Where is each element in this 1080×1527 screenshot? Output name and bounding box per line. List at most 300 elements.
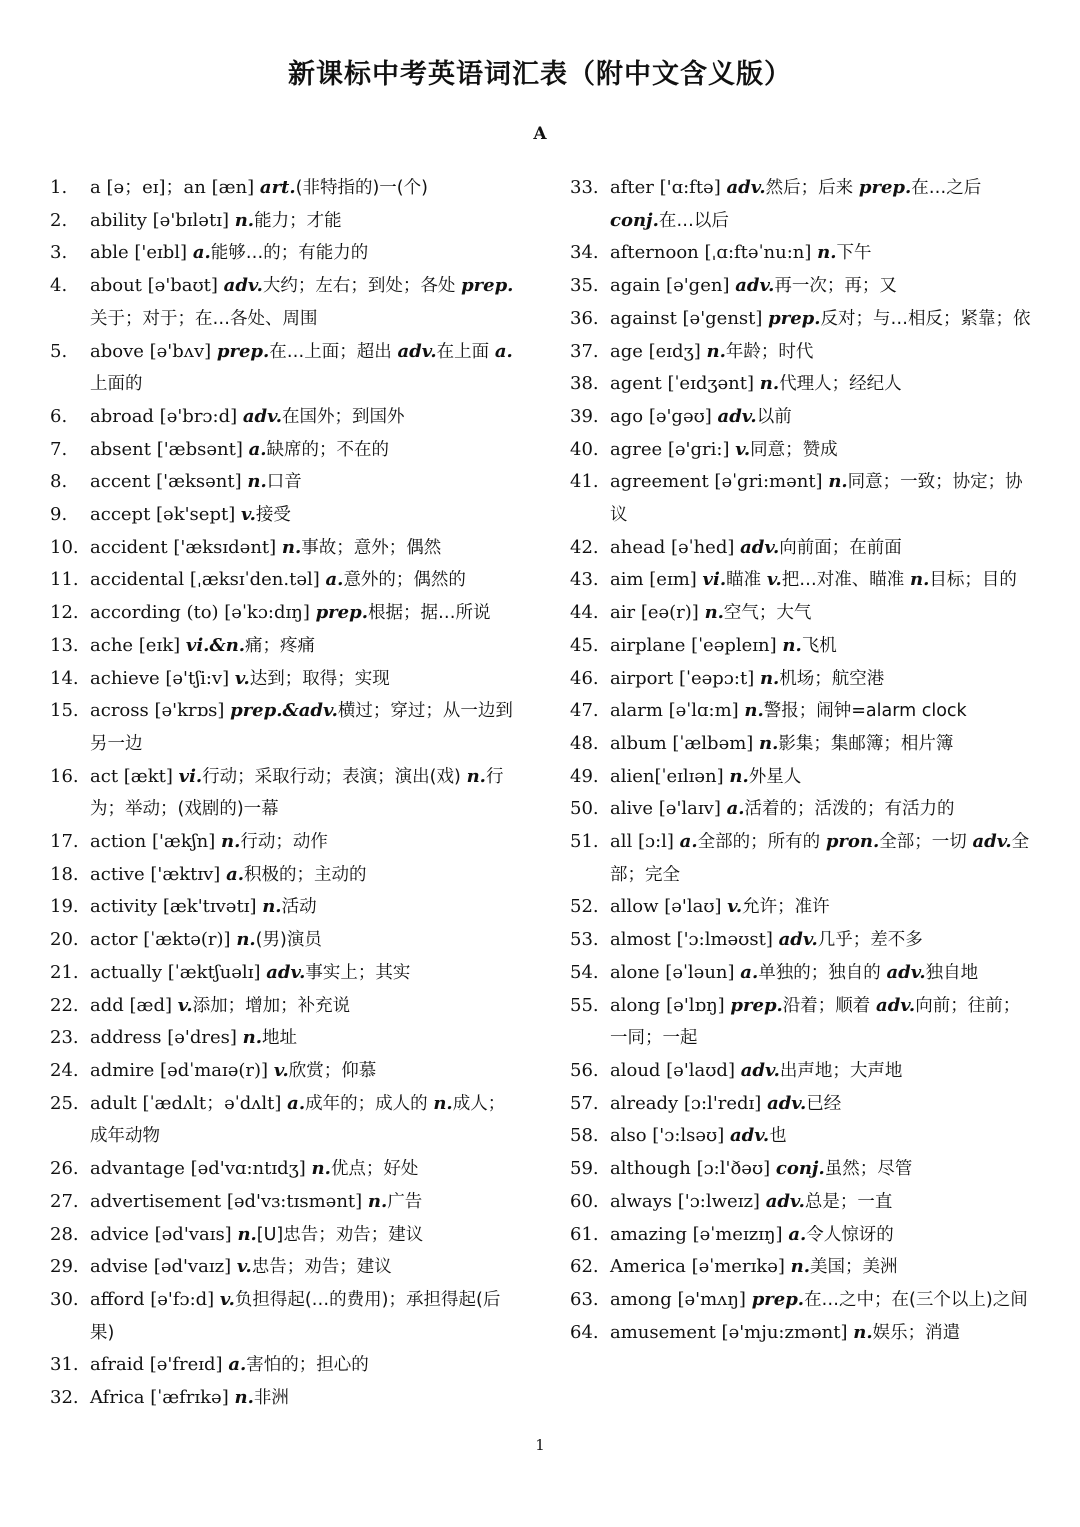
part-of-speech: pron.	[825, 831, 880, 853]
definition: (非特指的)一(个)	[295, 178, 428, 198]
entry-word: allow [ə'laʊ]	[610, 896, 722, 918]
vocab-entry	[570, 728, 1032, 761]
definition: 能够…的；有能力的	[210, 243, 369, 264]
definition: 积极的；主动的	[244, 864, 367, 885]
vocab-entry	[50, 1055, 520, 1088]
entry-word: agreement [əˈgri:mənt]	[610, 471, 823, 493]
entry-word: ache [eɪk]	[90, 634, 181, 656]
definition: 非洲	[253, 1388, 289, 1409]
entry-word: admire [ədˈmaɪə(r)]	[90, 1059, 269, 1081]
vocab-entry	[570, 434, 1032, 467]
part-of-speech: adv.	[740, 1059, 780, 1081]
entry-number: 4.	[50, 275, 68, 297]
part-of-speech: v.	[240, 504, 256, 526]
part-of-speech: n.	[782, 634, 802, 656]
definition: 成年的；成人的	[305, 1093, 428, 1114]
entry-word: afraid [ə'freɪd]	[90, 1354, 223, 1376]
vocab-entry	[50, 957, 520, 990]
vocab-entry	[50, 172, 520, 205]
vocab-entry	[570, 1284, 1032, 1317]
entry-number: 28.	[50, 1223, 79, 1245]
entry-number: 58.	[570, 1125, 599, 1147]
entry-number: 34.	[570, 242, 599, 264]
entry-number: 40.	[570, 438, 599, 460]
vocab-entry	[570, 1251, 1032, 1284]
entry-word: among [ə'mʌŋ]	[610, 1288, 746, 1310]
entry-word: afford [ə'fɔ:d]	[90, 1288, 215, 1310]
definition: 虽然；尽管	[824, 1159, 913, 1180]
part-of-speech: v.	[219, 1288, 235, 1310]
entry-word: a [ə；eɪ]；an [æn]	[90, 177, 255, 198]
vocab-entry	[570, 303, 1032, 336]
entry-word: aim [eɪm]	[610, 569, 697, 591]
vocab-entry	[570, 1153, 1032, 1186]
definition: 同意；一致；协定；协议	[610, 472, 1023, 526]
definition: 代理人；经纪人	[779, 374, 902, 395]
vocab-entry	[570, 826, 1032, 891]
part-of-speech: adv.	[242, 405, 283, 427]
entry-word: advise [əd'vaɪz]	[90, 1256, 232, 1278]
entry-number: 18.	[50, 863, 79, 885]
vocab-entry	[50, 597, 520, 630]
vocab-entry	[50, 891, 520, 924]
part-of-speech: vi.	[178, 765, 203, 787]
part-of-speech: n.	[242, 1027, 262, 1049]
part-of-speech: a.	[287, 1092, 306, 1114]
entry-word: alien[ˈeɪlɪən]	[610, 765, 724, 787]
entry-number: 35.	[570, 275, 599, 297]
definition: 全部的；所有的	[697, 832, 821, 853]
definition: 达到；取得；实现	[249, 668, 390, 689]
vocab-entry	[50, 1284, 520, 1349]
part-of-speech: n.	[221, 831, 241, 853]
definition: 忠告；劝告；建议	[251, 1257, 392, 1278]
entry-number: 62.	[570, 1256, 599, 1278]
section-letter: A	[533, 124, 547, 144]
part-of-speech: prep.	[730, 994, 783, 1016]
part-of-speech: n.	[311, 1158, 331, 1180]
vocab-entry	[570, 172, 1032, 237]
definition: 同意；赞成	[750, 439, 838, 460]
vocab-entry	[570, 761, 1032, 794]
part-of-speech: adv.	[266, 961, 306, 983]
definition: 在…之后	[911, 178, 982, 198]
definition: 警报；闹钟=alarm clock	[763, 701, 967, 722]
entry-number: 7.	[50, 438, 68, 460]
page-number: 1	[535, 1436, 545, 1454]
entry-number: 52.	[570, 896, 599, 918]
definition: 在国外；到国外	[282, 406, 405, 427]
vocab-entry	[570, 1055, 1032, 1088]
part-of-speech: n.	[759, 667, 780, 689]
definition: 在…以后	[658, 210, 729, 231]
part-of-speech: n.	[853, 1321, 873, 1343]
entry-word: afternoon [ˌɑ:ftəˈnu:n]	[610, 242, 812, 264]
definition: 事实上；其实	[305, 962, 411, 983]
entry-number: 29.	[50, 1256, 79, 1278]
part-of-speech: n.	[236, 929, 256, 951]
part-of-speech: a.	[228, 1354, 247, 1376]
part-of-speech: prep.	[216, 340, 270, 362]
part-of-speech: n.	[281, 536, 302, 558]
vocab-entry	[570, 401, 1032, 434]
entry-word: along [ə'lɒŋ]	[610, 994, 725, 1016]
definition: 空气；大气	[723, 603, 812, 624]
definition: 优点；好处	[330, 1159, 419, 1180]
part-of-speech: n.	[729, 765, 749, 787]
part-of-speech: n.	[706, 340, 726, 362]
part-of-speech: n.	[234, 209, 255, 231]
definition: 接受	[255, 505, 291, 526]
entry-word: actually [ˈæktʃuəlɪ]	[90, 961, 261, 983]
part-of-speech: adv.	[886, 961, 926, 983]
entry-number: 23.	[50, 1027, 79, 1049]
definition: 全部；完全	[610, 832, 1030, 885]
definition: 再一次；再；又	[774, 276, 897, 297]
part-of-speech: adv.	[223, 275, 263, 297]
definition: 向前面；在前面	[779, 537, 902, 558]
vocab-entry	[50, 990, 520, 1023]
entry-word: all [ɔ:l]	[610, 831, 674, 853]
entry-word: America [əˈmerɪkə]	[610, 1256, 785, 1278]
entry-word: actor [ˈæktə(r)]	[90, 929, 231, 951]
vocab-entry	[50, 761, 520, 826]
part-of-speech: n.	[262, 896, 282, 918]
vocab-entry	[570, 1120, 1032, 1153]
vocab-entry	[570, 597, 1032, 630]
part-of-speech: v.	[177, 994, 193, 1016]
part-of-speech: adv.	[767, 1092, 807, 1114]
entry-number: 27.	[50, 1190, 79, 1212]
entry-number: 8.	[50, 471, 68, 493]
entry-number: 22.	[50, 994, 79, 1016]
definition: 负担得起(…的费用)；承担得起(后果)	[90, 1289, 501, 1343]
entry-word: against [ə'genst]	[610, 307, 763, 329]
entry-word: able ['eɪbl]	[90, 242, 188, 264]
entry-word: activity [æk'tɪvətɪ]	[90, 896, 257, 918]
vocab-entry	[50, 924, 520, 957]
vocab-entry	[570, 695, 1032, 728]
definition: (男)演员	[255, 930, 322, 951]
vocab-entry	[50, 1382, 520, 1415]
entry-word: accent ['æksənt]	[90, 471, 242, 493]
entry-word: alone [əˈləun]	[610, 961, 735, 983]
part-of-speech: adv.	[726, 177, 766, 198]
entry-word: ahead [əˈhed]	[610, 536, 735, 558]
part-of-speech: prep.	[858, 177, 912, 198]
definition: 出声地；大声地	[779, 1060, 903, 1081]
entry-number: 25.	[50, 1092, 79, 1114]
definition: 添加；增加；补充说	[192, 995, 351, 1016]
entry-number: 49.	[570, 765, 599, 787]
entry-number: 46.	[570, 667, 599, 689]
entry-number: 54.	[570, 961, 599, 983]
definition: [U]忠告；劝告；建议	[256, 1224, 424, 1245]
vocab-entry	[570, 891, 1032, 924]
part-of-speech: conj.	[775, 1158, 825, 1180]
definition: 地址	[262, 1028, 297, 1049]
definition: 广告	[387, 1191, 423, 1212]
definition: 总是；一直	[804, 1191, 893, 1212]
left-column	[50, 172, 520, 1415]
entry-number: 53.	[570, 929, 599, 951]
vocab-entry	[50, 564, 520, 597]
entry-number: 57.	[570, 1092, 599, 1114]
entry-word: accept [ək'sept]	[90, 504, 236, 526]
entry-word: Africa [ˈæfrɪkə]	[90, 1387, 229, 1409]
part-of-speech: v.	[236, 1256, 252, 1278]
part-of-speech: a.	[248, 438, 267, 460]
part-of-speech: v.	[735, 438, 751, 460]
entry-number: 10.	[50, 536, 79, 558]
definition: 在…之中；在(三个以上)之间	[804, 1289, 1028, 1310]
entry-number: 63.	[570, 1288, 599, 1310]
definition: 意外的；偶然的	[343, 570, 466, 591]
part-of-speech: v.	[273, 1059, 289, 1081]
part-of-speech: n.	[704, 602, 724, 624]
vocab-entry	[50, 401, 520, 434]
vocab-entry	[50, 1088, 520, 1153]
vocab-entry	[50, 532, 520, 565]
part-of-speech: adv.	[717, 405, 757, 427]
vocab-entry	[570, 990, 1032, 1055]
vocab-entry	[570, 1186, 1032, 1219]
part-of-speech: a.	[726, 798, 745, 820]
definition: 外星人	[748, 766, 802, 787]
vocab-entry	[570, 237, 1032, 270]
entry-number: 61.	[570, 1223, 599, 1245]
part-of-speech: n.	[367, 1190, 388, 1212]
vocab-entry	[570, 1219, 1032, 1252]
definition: 事故；意外；偶然	[301, 537, 442, 558]
vocab-entry	[50, 695, 520, 760]
part-of-speech: n.	[759, 373, 780, 395]
vocab-entry	[570, 270, 1032, 303]
part-of-speech: vi.&n.	[185, 634, 246, 656]
definition: 也	[769, 1126, 787, 1147]
entry-number: 3.	[50, 242, 68, 264]
entry-word: advice [əd'vaɪs]	[90, 1223, 232, 1245]
entry-number: 38.	[570, 373, 599, 395]
entry-word: amusement [ə'mju:zmənt]	[610, 1321, 848, 1343]
definition: 缺席的；不在的	[266, 439, 390, 460]
definition: 行动；采取行动；表演；演出(戏)	[202, 766, 461, 787]
vocab-entry	[570, 532, 1032, 565]
part-of-speech: a.	[740, 961, 759, 983]
definition: 允许；准许	[742, 897, 830, 918]
part-of-speech: adv.	[729, 1125, 770, 1147]
entry-number: 6.	[50, 405, 68, 427]
entry-number: 15.	[50, 700, 79, 722]
vocab-entry	[50, 1219, 520, 1252]
entry-word: airplane [ˈeəpleɪn]	[610, 634, 777, 656]
part-of-speech: adv.	[876, 994, 916, 1016]
part-of-speech: n.	[744, 700, 764, 722]
part-of-speech: prep.	[315, 602, 368, 624]
entry-number: 31.	[50, 1354, 79, 1376]
part-of-speech: adv.	[765, 1190, 805, 1212]
entry-number: 20.	[50, 929, 79, 951]
vocab-entry	[50, 859, 520, 892]
entry-number: 21.	[50, 961, 79, 983]
part-of-speech: n.	[466, 765, 486, 787]
entry-number: 11.	[50, 569, 79, 591]
entry-word: about [ə'baʊt]	[90, 275, 218, 297]
vocab-entry	[570, 1088, 1032, 1121]
definition: 下午	[836, 243, 872, 264]
entry-word: after ['ɑ:ftə]	[610, 177, 721, 198]
part-of-speech: a.	[679, 831, 698, 853]
vocab-entry	[50, 826, 520, 859]
vocab-entry	[570, 466, 1032, 531]
vocab-entry	[50, 466, 520, 499]
vocab-entry	[570, 368, 1032, 401]
vocab-entry	[50, 270, 520, 335]
definition: 上面的	[90, 374, 143, 395]
definition: 根据；据…所说	[367, 603, 491, 624]
definition: 向前；往前；一同；一起	[610, 995, 1021, 1049]
entry-number: 43.	[570, 569, 599, 591]
vocab-entry	[50, 1186, 520, 1219]
part-of-speech: n.	[237, 1223, 257, 1245]
definition: 以前	[756, 406, 792, 427]
entry-number: 59.	[570, 1158, 599, 1180]
entry-number: 24.	[50, 1059, 79, 1081]
definition: 目标；目的	[929, 570, 1017, 591]
definition: 已经	[806, 1093, 842, 1114]
entry-number: 33.	[570, 177, 599, 198]
vocab-entry	[50, 663, 520, 696]
entry-number: 41.	[570, 471, 599, 493]
entry-number: 48.	[570, 732, 599, 754]
vocab-entry	[570, 663, 1032, 696]
entry-word: achieve [ə'tʃi:v]	[90, 667, 230, 689]
vocab-entry	[570, 957, 1032, 990]
entry-word: adult [ˈædʌlt；əˈdʌlt]	[90, 1092, 282, 1114]
vocab-entry	[50, 237, 520, 270]
entry-word: accident ['æksɪdənt]	[90, 536, 277, 558]
entry-number: 37.	[570, 340, 599, 362]
part-of-speech: adv.	[735, 275, 775, 297]
part-of-speech: n.	[759, 732, 779, 754]
definition: 活动	[281, 897, 317, 918]
entry-word: above [ə'bʌv]	[90, 340, 212, 362]
entry-word: agree [ə'gri:]	[610, 438, 730, 460]
entry-word: air [eə(r)]	[610, 602, 699, 624]
entry-word: across [ə'krɒs]	[90, 700, 225, 722]
vocab-entry	[570, 564, 1032, 597]
vocab-entry	[50, 1251, 520, 1284]
part-of-speech: prep.	[751, 1288, 805, 1310]
definition: 行动；动作	[240, 832, 328, 853]
right-column	[570, 172, 1032, 1349]
definition: 在…上面；超出	[269, 341, 392, 362]
definition: 痛；疼痛	[245, 635, 316, 656]
entry-number: 47.	[570, 700, 599, 722]
part-of-speech: prep.	[461, 275, 514, 297]
vocab-entry	[570, 924, 1032, 957]
entry-number: 14.	[50, 667, 79, 689]
entry-number: 2.	[50, 209, 68, 231]
entry-number: 16.	[50, 765, 79, 787]
definition: 反对；与…相反；紧靠；依	[820, 308, 1031, 329]
part-of-speech: a.	[192, 242, 211, 264]
entry-word: always ['ɔ:lweɪz]	[610, 1190, 760, 1212]
entry-number: 36.	[570, 307, 599, 329]
entry-number: 45.	[570, 634, 599, 656]
part-of-speech: art.	[259, 177, 296, 198]
vocab-entry	[50, 336, 520, 401]
part-of-speech: adv.	[740, 536, 780, 558]
definition: 害怕的；担心的	[246, 1355, 369, 1376]
part-of-speech: a.	[494, 340, 513, 362]
definition: 沿着；顺着	[782, 995, 871, 1016]
page-title: 新课标中考英语词汇表（附中文含义版）	[288, 59, 792, 90]
entry-number: 55.	[570, 994, 599, 1016]
part-of-speech: adv.	[397, 340, 437, 362]
entry-word: alarm [əˈlɑ:m]	[610, 700, 739, 722]
part-of-speech: vi.	[702, 569, 727, 591]
entry-number: 17.	[50, 831, 79, 853]
part-of-speech: a.	[226, 863, 244, 885]
entry-word: according (to) [əˈkɔ:dɪŋ]	[90, 602, 310, 624]
entry-number: 32.	[50, 1387, 79, 1409]
entry-number: 5.	[50, 340, 68, 362]
entry-number: 30.	[50, 1288, 79, 1310]
entry-word: already [ɔ:l'redɪ]	[610, 1092, 762, 1114]
definition: 娱乐；消遣	[872, 1322, 961, 1343]
entry-word: active ['æktɪv]	[90, 863, 221, 885]
entry-word: aloud [ə'laʊd]	[610, 1059, 735, 1081]
entry-word: advantage [əd'vɑ:ntɪdʒ]	[90, 1158, 306, 1180]
part-of-speech: v.	[727, 896, 743, 918]
entry-word: almost ['ɔ:lməʊst]	[610, 929, 773, 951]
entry-word: airport [ˈeəpɔ:t]	[610, 667, 755, 689]
definition: 瞄准	[726, 570, 762, 591]
part-of-speech: prep.&adv.	[230, 700, 338, 722]
vocab-entry	[570, 1317, 1032, 1350]
entry-word: alive [ə'laɪv]	[610, 798, 721, 820]
vocab-entry	[50, 434, 520, 467]
definition: 成人；成年动物	[90, 1093, 506, 1147]
part-of-speech: adv.	[778, 929, 818, 951]
entry-word: action ['ækʃn]	[90, 831, 216, 853]
part-of-speech: n.	[234, 1387, 254, 1409]
vocab-entry	[570, 336, 1032, 369]
part-of-speech: n.	[817, 242, 837, 264]
entry-word: again [ə'gen]	[610, 275, 730, 297]
entry-number: 39.	[570, 405, 599, 427]
entry-word: amazing [əˈmeɪzɪŋ]	[610, 1223, 783, 1245]
definition: 美国；美洲	[810, 1257, 898, 1278]
part-of-speech: prep.	[768, 307, 821, 329]
part-of-speech: a.	[325, 569, 344, 591]
definition: 活着的；活泼的；有活力的	[744, 799, 955, 820]
vocab-entry	[50, 1022, 520, 1055]
definition: 在上面	[436, 341, 490, 362]
definition: 飞机	[801, 635, 837, 656]
entry-word: act [ækt]	[90, 765, 173, 787]
definition: 然后；后来	[765, 178, 854, 198]
entry-number: 64.	[570, 1321, 599, 1343]
entry-word: also ['ɔ:lsəʊ]	[610, 1125, 725, 1147]
entry-number: 44.	[570, 602, 599, 624]
vocab-entry	[50, 1153, 520, 1186]
entry-word: absent ['æbsənt]	[90, 438, 243, 460]
definition: 单独的；独自的	[758, 962, 881, 983]
vocab-entry	[50, 499, 520, 532]
vocab-entry	[570, 793, 1032, 826]
